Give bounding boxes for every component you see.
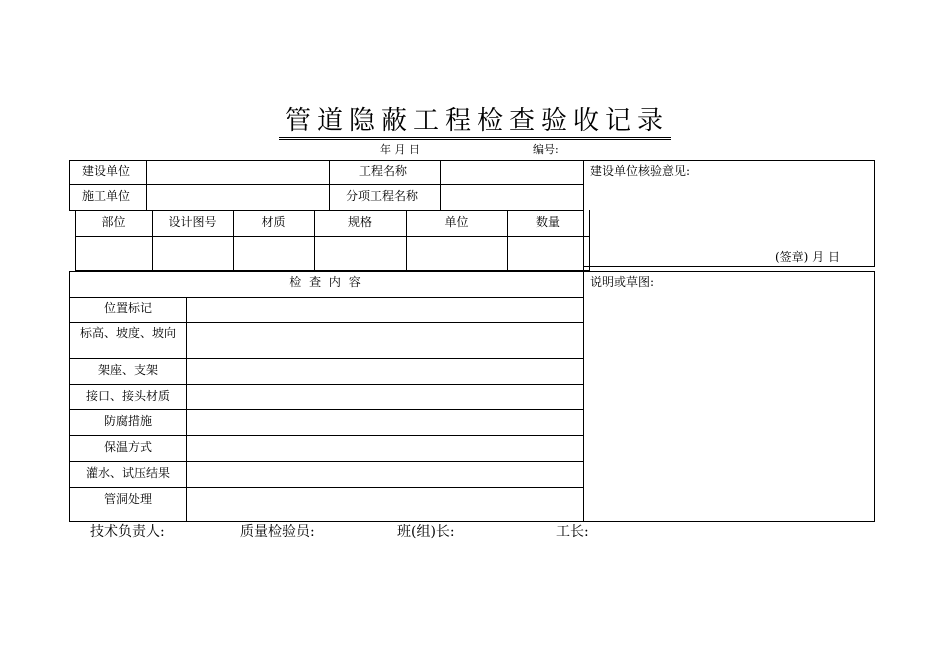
- inspection-item: 防腐措施: [103, 414, 152, 428]
- inspection-item: 接口、接头材质: [85, 389, 170, 403]
- quality-inspector-label: 质量检验员:: [240, 524, 315, 540]
- header-location: 部位: [101, 215, 126, 229]
- inspection-item: 架座、支架: [97, 363, 158, 377]
- header-quantity: 数量: [535, 215, 560, 229]
- project-name-label: 工程名称: [359, 164, 408, 178]
- tech-lead-label: 技术负责人:: [90, 524, 165, 540]
- header-unit: 单位: [444, 215, 469, 229]
- sub-project-name-label: 分项工程名称: [346, 189, 419, 203]
- construction-unit-label: 施工单位: [82, 189, 131, 203]
- inspection-item: 标高、坡度、坡向: [79, 326, 176, 340]
- inspection-item: 保温方式: [103, 440, 152, 454]
- form-title: 管道隐蔽工程检查验收记录: [0, 104, 950, 140]
- inspection-header: 检 查 内 容: [289, 275, 363, 289]
- notes-label: 说明或草图:: [590, 275, 655, 289]
- signature-stamp-label: (签章) 月 日: [775, 250, 840, 264]
- header-spec: 规格: [347, 215, 372, 229]
- header-material: 材质: [261, 215, 286, 229]
- inspection-item: 管洞处理: [103, 492, 152, 506]
- team-leader-label: 班(组)长:: [397, 524, 455, 540]
- date-label: 年 月 日: [380, 143, 420, 156]
- client-opinion-label: 建设单位核验意见:: [590, 164, 691, 178]
- client-unit-label: 建设单位: [82, 164, 131, 178]
- header-drawing-no: 设计图号: [168, 215, 217, 229]
- number-label: 编号:: [533, 143, 559, 156]
- worker-label: 工长:: [556, 524, 589, 540]
- inspection-item: 位置标记: [103, 301, 152, 315]
- inspection-item: 灌水、试压结果: [85, 466, 170, 480]
